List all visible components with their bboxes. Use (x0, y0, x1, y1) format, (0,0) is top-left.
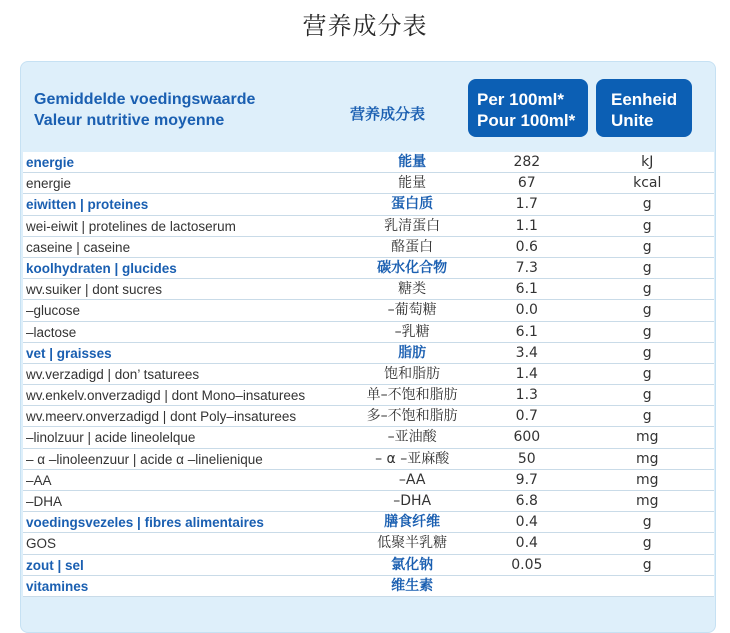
nutrient-name: energie (26, 155, 75, 170)
nutrient-unit: g (642, 535, 652, 552)
nutrition-row (23, 300, 714, 321)
nutrient-unit: mg (635, 450, 659, 467)
nutrient-name-zh: – α –亚麻酸 (375, 450, 450, 467)
nutrient-name: energie (26, 176, 72, 192)
nutrient-name: – α –linoleenzuur | acide α –linelienique (26, 451, 263, 467)
nutrient-name: wv.enkelv.onverzadigd | dont Mono–insaturees (26, 388, 306, 404)
nutrient-name: wv.suiker | dont sucres (26, 282, 163, 298)
nutrient-name: vet | graisses (26, 345, 112, 361)
unit-fr: Unite (611, 111, 654, 130)
nutrient-value: 0.05 (511, 556, 543, 573)
nutrition-row (23, 533, 714, 554)
nutrient-unit: g (642, 408, 652, 425)
nutrient-unit: g (642, 259, 652, 276)
nutrient-value: 67 (517, 175, 536, 192)
nutrient-value: 9.7 (515, 471, 538, 488)
nutrient-value: 7.3 (515, 259, 538, 276)
nutrient-value: 6.8 (515, 493, 538, 509)
nutrient-name-zh: –葡萄糖 (387, 302, 437, 319)
nutrient-name-zh: 低聚半乳糖 (377, 535, 448, 552)
nutrient-name-zh: 乳清蛋白 (384, 217, 441, 234)
nutrition-row (23, 237, 714, 258)
nutrient-name-zh: 蛋白质 (391, 196, 434, 213)
per-100ml-header (468, 79, 588, 137)
nutrient-unit: g (642, 514, 652, 531)
nutrient-unit: g (642, 344, 652, 361)
nutrition-row (23, 576, 714, 597)
table-header-label (34, 89, 255, 131)
nutrient-unit: kJ (641, 154, 654, 170)
nutrient-name-zh: 维生素 (391, 577, 434, 594)
nutrient-name-zh: 单–不饱和脂肪 (366, 387, 458, 404)
nutrient-name: GOS (26, 536, 57, 552)
nutrient-name: wei-eiwit | protelines de lactoserum (26, 218, 236, 234)
header-label-fr: Valeur nutritive moyenne (34, 112, 225, 129)
nutrient-name: wv.verzadigd | don’ tsaturees (26, 366, 200, 382)
nutrient-unit: g (642, 387, 652, 404)
unit-nl: Eenheid (611, 90, 678, 109)
nutrition-row (23, 449, 714, 470)
unit-header (596, 79, 692, 137)
nutrient-value: 6.1 (515, 323, 538, 340)
nutrition-row (23, 279, 714, 300)
nutrient-value: 1.1 (515, 217, 538, 234)
nutrient-name-zh: 多–不饱和脂肪 (366, 408, 458, 425)
nutrient-value: 6.1 (515, 281, 538, 298)
nutrient-value (473, 576, 580, 596)
nutrient-unit: g (642, 238, 652, 255)
nutrient-name-zh: 酪蛋白 (391, 238, 434, 255)
nutrient-name-zh: 碳水化合物 (377, 259, 448, 276)
nutrient-unit (581, 576, 715, 596)
nutrition-row (23, 364, 714, 385)
nutrient-unit: g (642, 302, 652, 319)
nutrition-row (23, 322, 714, 343)
nutrient-unit: mg (635, 471, 659, 488)
nutrition-row (23, 152, 714, 173)
nutrition-row (23, 216, 714, 237)
nutrient-value: 50 (517, 450, 536, 467)
per-100ml-fr: Pour 100ml* (477, 111, 576, 130)
nutrition-row (23, 512, 714, 533)
nutrient-name-zh: 膳食纤维 (384, 514, 441, 531)
nutrient-unit: g (642, 323, 652, 340)
nutrient-name-zh: –乳糖 (394, 323, 430, 340)
nutrition-rows (23, 152, 714, 597)
nutrient-value: 282 (513, 154, 541, 170)
nutrition-row (23, 385, 714, 406)
nutrition-row (23, 406, 714, 427)
nutrient-name-zh: 氯化钠 (391, 556, 434, 573)
nutrient-name-zh: 饱和脂肪 (384, 365, 441, 382)
nutrient-unit: g (642, 556, 652, 573)
nutrient-value: 0.0 (515, 302, 538, 319)
nutrition-row (23, 194, 714, 215)
nutrient-name: caseine | caseine (26, 239, 131, 255)
nutrient-name-zh: –AA (398, 471, 426, 488)
nutrient-name: zout | sel (26, 557, 84, 573)
nutrient-name: vitamines (26, 578, 89, 594)
nutrient-name-zh: –DHA (393, 493, 432, 509)
nutrient-name: eiwitten | proteines (26, 197, 149, 213)
nutrient-name: koolhydraten | glucides (26, 260, 177, 276)
nutrient-name-zh: 糖类 (398, 281, 427, 298)
header-label-zh: 营养成分表 (350, 105, 426, 123)
nutrient-value: 0.7 (515, 408, 538, 425)
nutrition-row (23, 258, 714, 279)
nutrient-unit: g (642, 365, 652, 382)
nutrient-value: 600 (513, 429, 541, 446)
per-100ml-nl: Per 100ml* (477, 90, 564, 109)
nutrient-name-zh: 能量 (398, 154, 427, 170)
nutrient-unit: g (642, 217, 652, 234)
nutrient-unit: mg (635, 429, 659, 446)
nutrient-unit: g (642, 281, 652, 298)
nutrient-unit: g (642, 196, 652, 213)
nutrient-name: –AA (26, 472, 52, 488)
nutrient-name: –linolzuur | acide lineolelque (26, 430, 196, 446)
nutrient-name-zh: 脂肪 (398, 344, 427, 361)
nutrient-value: 3.4 (515, 344, 538, 361)
nutrient-unit: kcal (633, 175, 662, 192)
nutrient-value: 0.6 (515, 238, 538, 255)
nutrition-row (23, 491, 714, 512)
nutrition-row (23, 173, 714, 194)
nutrition-row (23, 343, 714, 364)
nutrient-name: –DHA (26, 494, 63, 509)
nutrition-row (23, 470, 714, 491)
nutrient-name: voedingsvezeles | fibres alimentaires (26, 515, 264, 531)
nutrient-name: wv.meerv.onverzadigd | dont Poly–insaturees (26, 409, 297, 425)
nutrition-row (23, 427, 714, 448)
nutrient-name-zh: 能量 (398, 175, 427, 192)
nutrient-name: –glucose (26, 303, 81, 319)
page-title: 营养成分表 (302, 12, 428, 40)
nutrient-value: 0.4 (515, 514, 538, 531)
nutrient-value: 1.7 (515, 196, 538, 213)
nutrition-row (23, 555, 714, 576)
header-label-nl: Gemiddelde voedingswaarde (34, 91, 256, 108)
nutrient-value: 1.3 (515, 387, 538, 404)
nutrient-value: 1.4 (515, 365, 538, 382)
nutrient-value: 0.4 (515, 535, 538, 552)
nutrient-unit: mg (635, 493, 659, 509)
nutrient-name-zh: –亚油酸 (387, 429, 437, 446)
nutrient-name: –lactose (26, 324, 77, 340)
